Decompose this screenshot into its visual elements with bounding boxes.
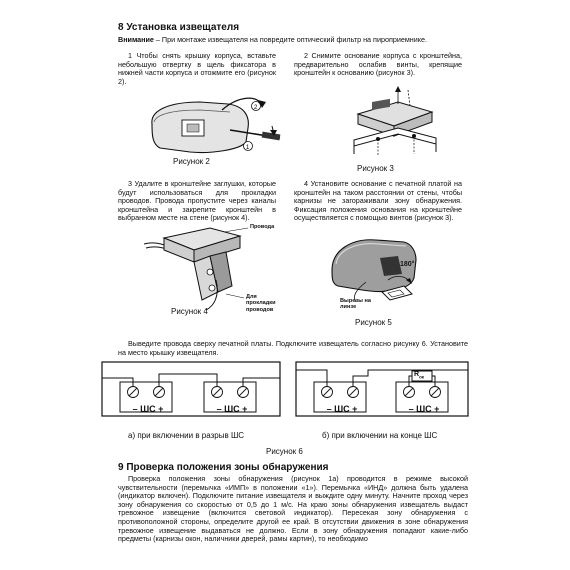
- section-9-text: Проверка положения зоны обнаружения (рисунок 1а) проводится в режиме высокой чувствительности (перемычка «ИМП» в положении «1»). Перемычка «ИНД» должна быть удалена (индикатор включен). Подключите питание извещателя и выждите одну минуту. Начните проход через зону обнаружения со скоростью от 0,5 до 1 м/с. На краю зоны обнаружения извещатель выдаст тревожное извещение (включится световой индикатор). Пересекая зону обнаружения с противоположной стороны, определите другой ее край. В отсутствии движения в зоне обнаружения тревожное извещение выдаваться не должно. Если в зону обнаружения попадают какие-либо предметы (карнизы окон, наличники дверей, рамы картин), то необходимо: [118, 474, 468, 544]
- figure-2-mark-2: 2: [254, 105, 258, 111]
- terminal-label-b1: – ШС +: [326, 404, 358, 414]
- figure-4-caption: Рисунок 4: [171, 307, 208, 316]
- figure-6-caption-b: б) при включении на конце ШС: [322, 431, 438, 440]
- figure-5-caption: Рисунок 5: [355, 318, 392, 327]
- figure-2-caption: Рисунок 2: [173, 157, 210, 166]
- step-3-text: 3 Удалите в кронштейне заглушки, которые будут использоваться для прокладки проводов. Провода пропустите через каналы кронштейна и закрепите кронштейн в выбранном месте на стене (рисунок 4).: [118, 179, 276, 223]
- section-8-title: 8 Установка извещателя: [118, 22, 240, 33]
- figure-3-drawing: [338, 84, 448, 162]
- figure-4-label-wires: Провода: [250, 224, 275, 230]
- step-4-text: 4 Установите основание с печатной платой на кронштейн на таком расстоянии от стены, чтобы карнизы не загораживали зону обнаружения. Фиксация положения основания на кронштейне осуществляется с помощью винтов (рисунок 3).: [294, 179, 462, 223]
- resistor-label: [414, 371, 424, 379]
- figure-4-label-cover: Для прокладки проводов: [246, 294, 276, 313]
- figure-2-mark-1: 1: [246, 145, 250, 151]
- figure-6-caption-a: а) при включении в разрыв ШС: [128, 431, 245, 440]
- figure-3-caption: Рисунок 3: [357, 164, 394, 173]
- figure-5-angle-label: 180°: [400, 261, 415, 268]
- section-9-title: 9 Проверка положения зоны обнаружения: [118, 462, 329, 473]
- terminal-label-a2: – ШС +: [216, 404, 248, 414]
- attention-label: Внимание: [118, 35, 154, 44]
- figure-5-label-cutouts: Вырезы на линзе: [340, 298, 371, 311]
- wiring-text: Выведите провода сверху печатной платы. Подключите извещатель согласно рисунку 6. Установите на место крышку извещателя.: [118, 339, 468, 357]
- attention-line: [118, 36, 468, 45]
- step-2-text: 2 Снимите основание корпуса с кронштейна, предварительно ослабив винты, крепящие кронштейн к основанию (рисунок 3).: [294, 51, 462, 78]
- figure-6-caption: Рисунок 6: [266, 447, 303, 456]
- step-1-text: 1 Чтобы снять крышку корпуса, вставьте небольшую отвертку в щель фиксатора в нижней части корпуса и отожмите его (рисунок 2).: [118, 51, 276, 86]
- figure-2-drawing: [130, 86, 290, 160]
- resistor-symbol: R: [414, 371, 420, 378]
- attention-text: – При монтаже извещателя на повредите оптический фильтр на пироприемнике.: [153, 35, 428, 44]
- terminal-label-a1: – ШС +: [132, 404, 164, 414]
- terminal-label-b2: – ШС +: [408, 404, 440, 414]
- resistor-subscript: ок: [419, 374, 425, 380]
